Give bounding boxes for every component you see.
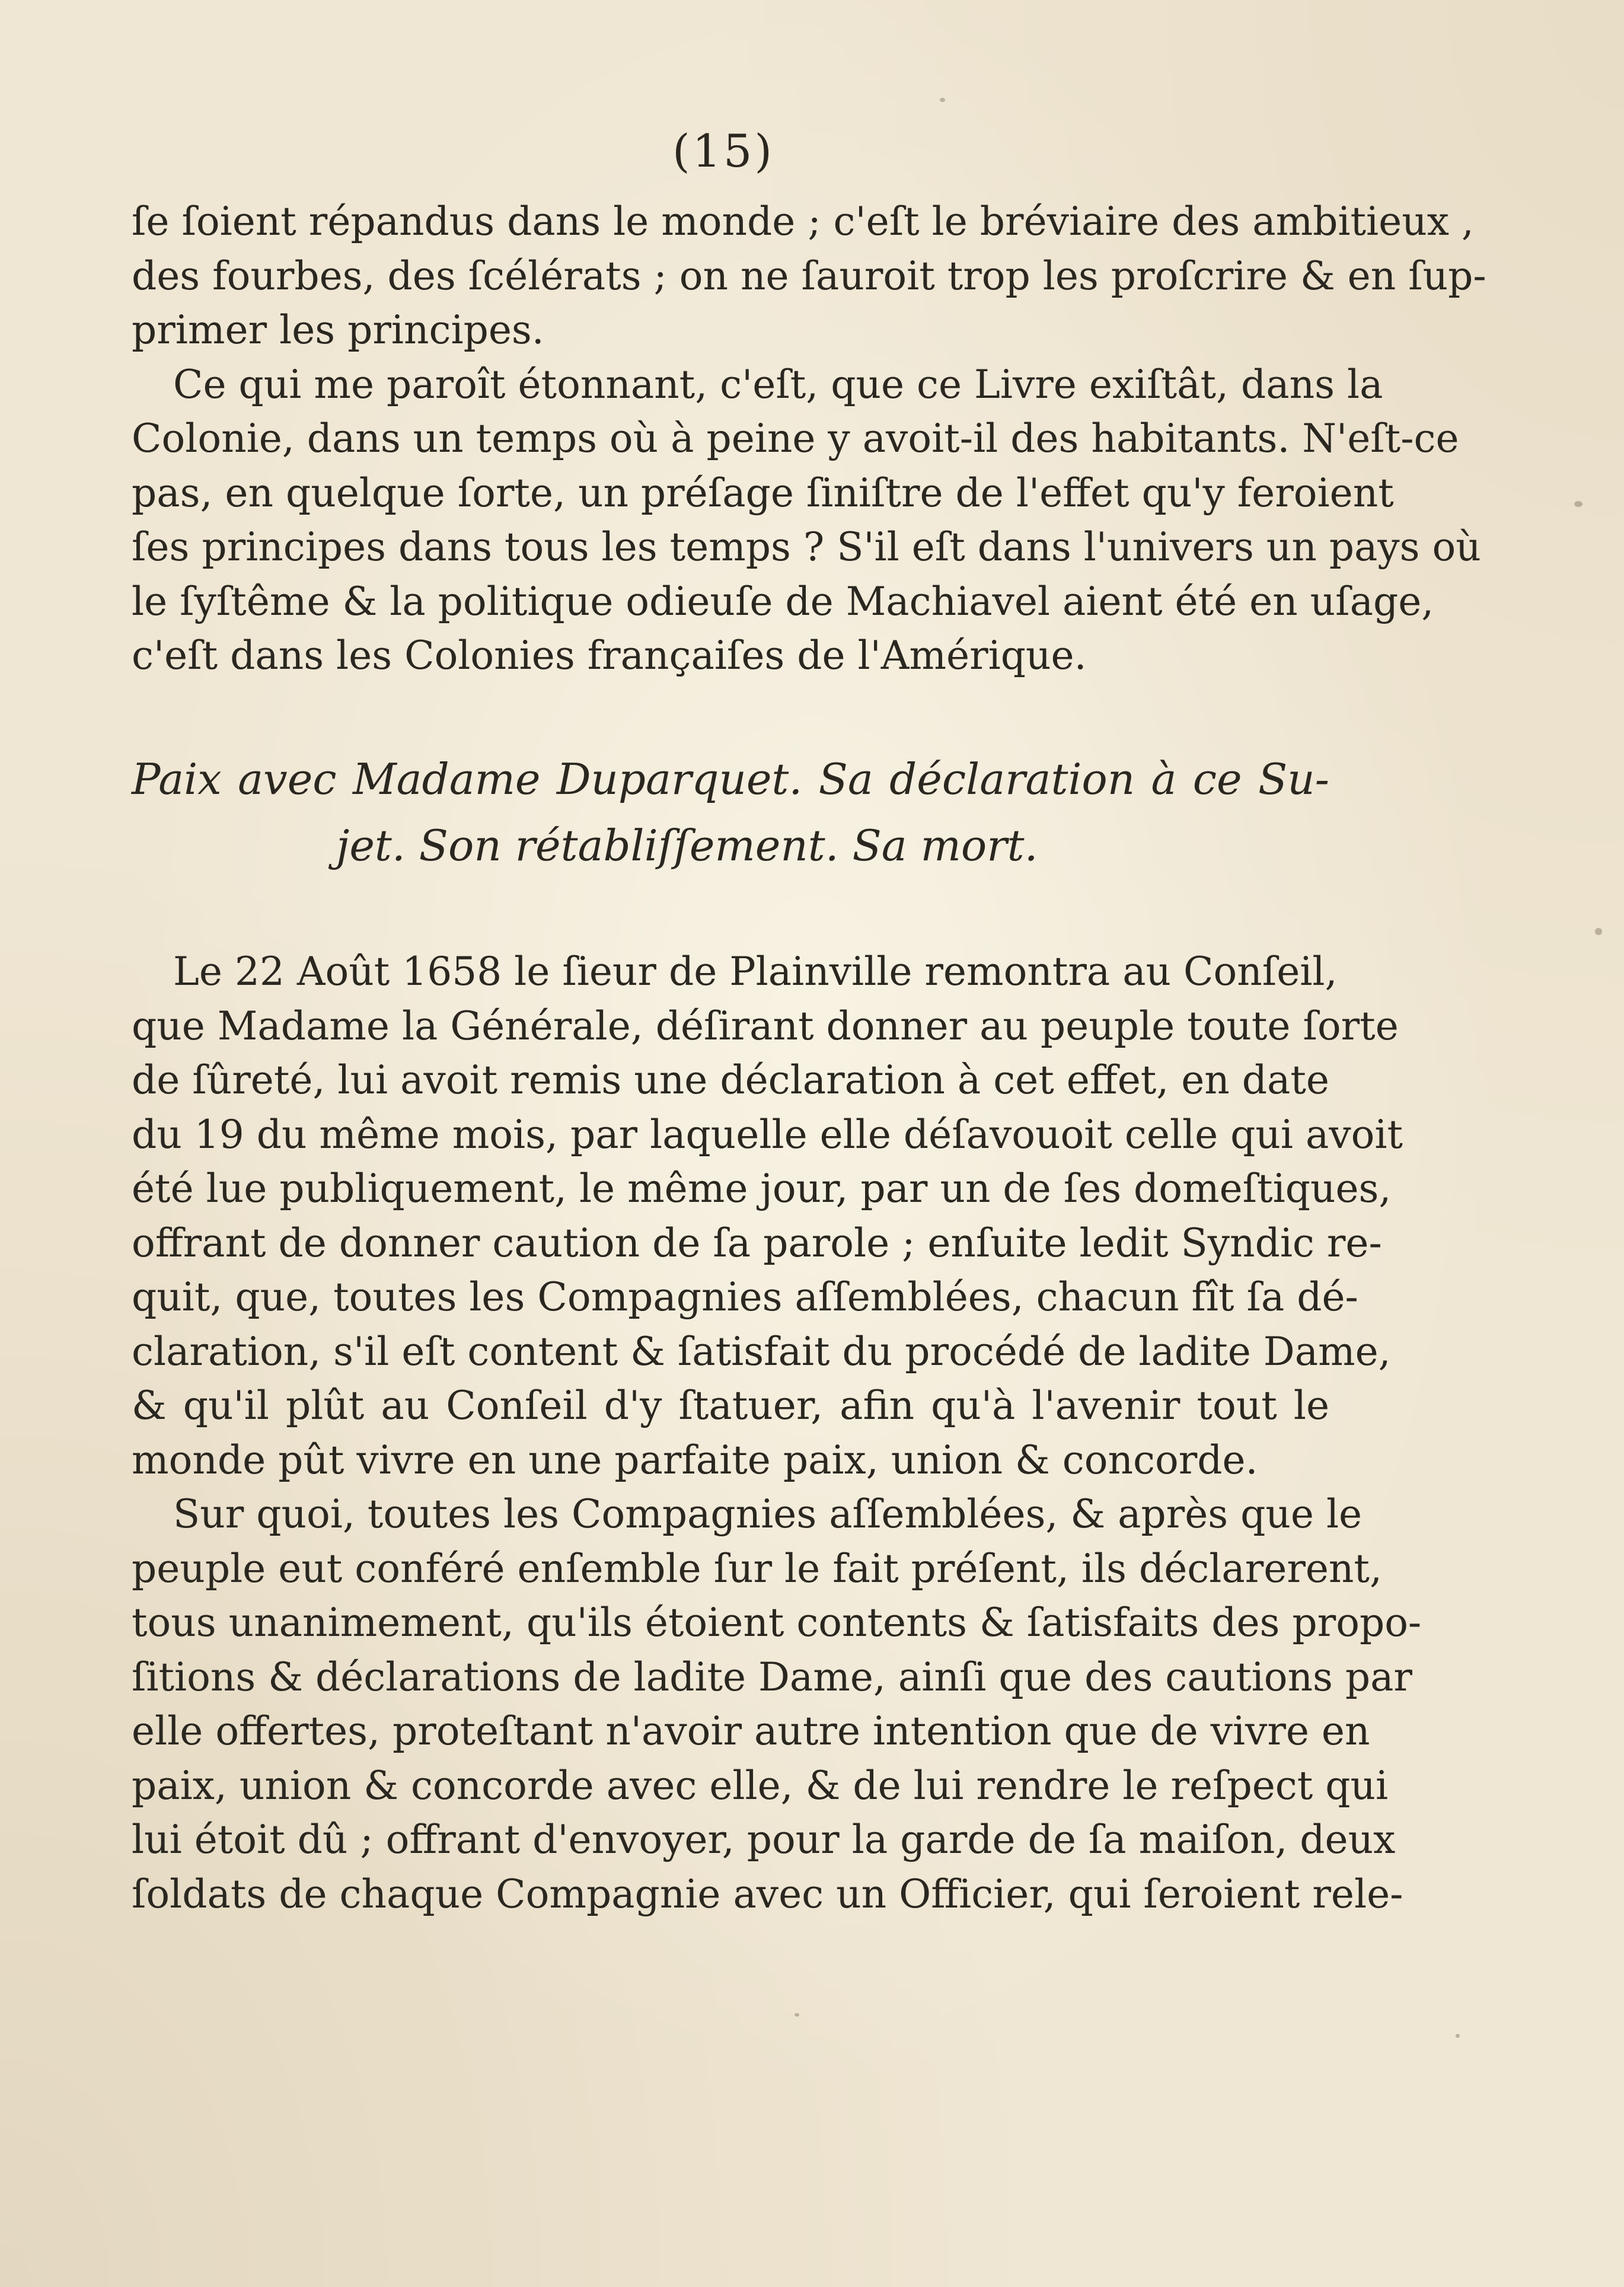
text-line: quit, que, toutes les Compagnies aſſemblées, chacun fît ſa dé- bbox=[132, 1274, 1358, 1320]
text-line: du 19 du même mois, par laquelle elle déſavouoit celle qui avoit bbox=[132, 1111, 1403, 1157]
text-line: Colonie, dans un temps où à peine y avoit-il des habitants. N'eſt-ce bbox=[132, 416, 1459, 461]
text-line: Le 22 Août 1658 le ſieur de Plainville remontra au Conſeil, bbox=[173, 949, 1338, 994]
text-line: Ce qui me paroît étonnant, c'eſt, que ce Livre exiſtât, dans la bbox=[173, 361, 1383, 407]
upper-text-block bbox=[132, 194, 1486, 683]
heading-line: jet. Son rétabliſſement. Sa mort. bbox=[336, 821, 1038, 870]
heading-line: Paix avec Madame Duparquet. Sa déclaration à ce Su- bbox=[132, 754, 1329, 804]
section-heading bbox=[132, 746, 1329, 879]
text-line: lui étoit dû ; offrant d'envoyer, pour la garde de ſa maiſon, deux bbox=[132, 1817, 1396, 1862]
paper-speck bbox=[1456, 2034, 1460, 2038]
text-line: tous unanimement, qu'ils étoient contents & ſatisfaits des propo- bbox=[132, 1600, 1422, 1645]
text-line: de ſûreté, lui avoit remis une déclaration à cet effet, en date bbox=[132, 1057, 1329, 1103]
text-line: été lue publiquement, le même jour, par un de ſes domeſtiques, bbox=[132, 1166, 1392, 1211]
text-line: pas, en quelque ſorte, un préſage ſiniſtre de l'effet qu'y feroient bbox=[132, 470, 1394, 516]
text-line: & qu'il plût au Conſeil d'y ſtatuer, afin qu'à l'avenir tout le bbox=[132, 1383, 1329, 1428]
paper-speck bbox=[1595, 928, 1602, 935]
text-line: le ſyſtême & la politique odieuſe de Machiavel aient été en uſage, bbox=[132, 578, 1434, 624]
paper-speck bbox=[795, 2013, 799, 2017]
text-line: Sur quoi, toutes les Compagnies aſſemblées, & après que le bbox=[173, 1491, 1363, 1537]
text-line: offrant de donner caution de ſa parole ; enſuite ledit Syndic re- bbox=[132, 1220, 1382, 1266]
text-line: ſes principes dans tous les temps ? S'il eſt dans l'univers un pays où bbox=[132, 524, 1481, 570]
paper-speck bbox=[1574, 501, 1582, 507]
text-line: monde pût vivre en une parfaite paix, union & concorde. bbox=[132, 1437, 1258, 1483]
text-line: elle offertes, proteſtant n'avoir autre intention que de vivre en bbox=[132, 1708, 1370, 1754]
lower-text-block bbox=[132, 945, 1422, 1921]
text-line: primer les principes. bbox=[132, 307, 544, 353]
text-line: des fourbes, des ſcélérats ; on ne ſauroit trop les proſcrire & en ſup- bbox=[132, 253, 1486, 299]
text-line: ſe ſoient répandus dans le monde ; c'eſt le bréviaire des ambitieux , bbox=[132, 199, 1474, 244]
text-line: claration, s'il eſt content & ſatisfait du procédé de ladite Dame, bbox=[132, 1328, 1391, 1374]
text-line: ſitions & déclarations de ladite Dame, ainſi que des cautions par bbox=[132, 1654, 1412, 1700]
text-line: c'eſt dans les Colonies françaiſes de l'Amérique. bbox=[132, 633, 1087, 678]
text-line: paix, union & concorde avec elle, & de lui rendre le reſpect qui bbox=[132, 1762, 1389, 1808]
text-line: ſoldats de chaque Compagnie avec un Officier, qui ſeroient rele- bbox=[132, 1871, 1403, 1917]
page-number: (15) bbox=[672, 125, 774, 177]
text-line: peuple eut conféré enſemble ſur le fait préſent, ils déclarerent, bbox=[132, 1545, 1382, 1591]
paper-speck bbox=[940, 98, 945, 102]
text-line: que Madame la Générale, déſirant donner au peuple toute ſorte bbox=[132, 1003, 1399, 1049]
